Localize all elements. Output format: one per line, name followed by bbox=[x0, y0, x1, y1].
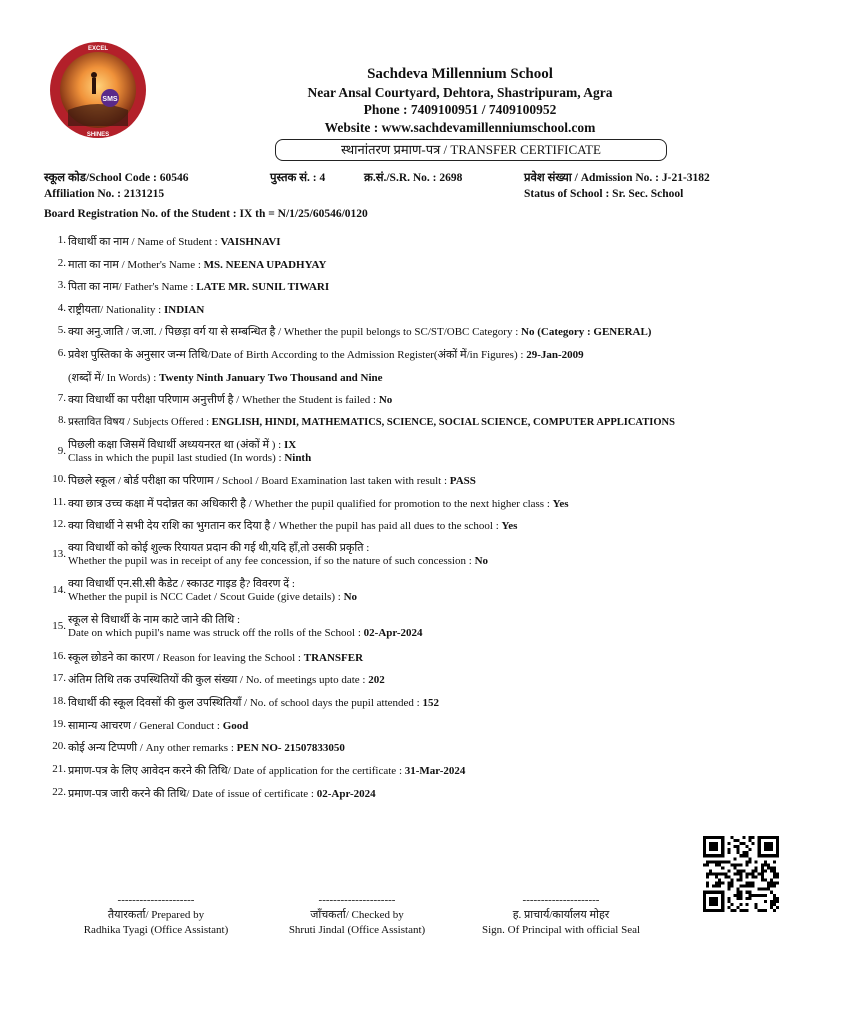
school-logo bbox=[48, 40, 148, 140]
school-phone: Phone : 7409100951 / 7409100952 bbox=[363, 102, 557, 117]
signature-principal bbox=[451, 893, 671, 938]
signature-prepared-by bbox=[46, 893, 266, 938]
signature-name: Sign. Of Principal with official Seal bbox=[481, 924, 641, 936]
signature-line: --------------------- bbox=[318, 894, 396, 906]
signature-checked-by bbox=[247, 893, 467, 938]
signature-name: Shruti Jindal (Office Assistant) bbox=[288, 924, 426, 936]
affiliation-number: Affiliation No. : 2131215 bbox=[44, 188, 165, 200]
serial-number: क्र.सं./S.R. No. : 2698 bbox=[364, 172, 463, 184]
school-status: Status of School : Sr. Sec. School bbox=[524, 188, 684, 200]
book-number: पुस्तक सं. : 4 bbox=[270, 172, 326, 184]
signature-name: Radhika Tyagi (Office Assistant) bbox=[83, 924, 229, 936]
signature-line: --------------------- bbox=[117, 894, 195, 906]
signature-role: जाँचकर्ता/ Checked by bbox=[310, 909, 404, 921]
logo-bottom-text: SHINES bbox=[86, 132, 110, 138]
signature-role: ह. प्राचार्य/कार्यालय मोहर bbox=[512, 909, 610, 921]
admission-number: प्रवेश संख्या / Admission No. : J-21-3182 bbox=[524, 172, 710, 184]
school-address: Near Ansal Courtyard, Dehtora, Shastripuram, Agra bbox=[307, 85, 613, 100]
school-code: स्कूल कोड/School Code : 60546 bbox=[44, 172, 189, 184]
board-registration: Board Registration No. of the Student : IX th = N/1/25/60546/0120 bbox=[44, 208, 368, 220]
certificate-title: स्थानांतरण प्रमाण-पत्र / TRANSFER CERTIFICATE bbox=[275, 139, 667, 161]
qr-code-icon bbox=[703, 836, 779, 912]
school-name: Sachdeva Millennium School bbox=[367, 66, 553, 82]
signature-role: तैयारकर्ता/ Prepared by bbox=[107, 909, 205, 921]
signature-line: --------------------- bbox=[522, 894, 600, 906]
school-website: Website : www.sachdevamillenniumschool.com bbox=[324, 120, 596, 135]
logo-monogram: SMS bbox=[102, 96, 118, 103]
logo-top-text: EXCEL bbox=[87, 46, 109, 52]
